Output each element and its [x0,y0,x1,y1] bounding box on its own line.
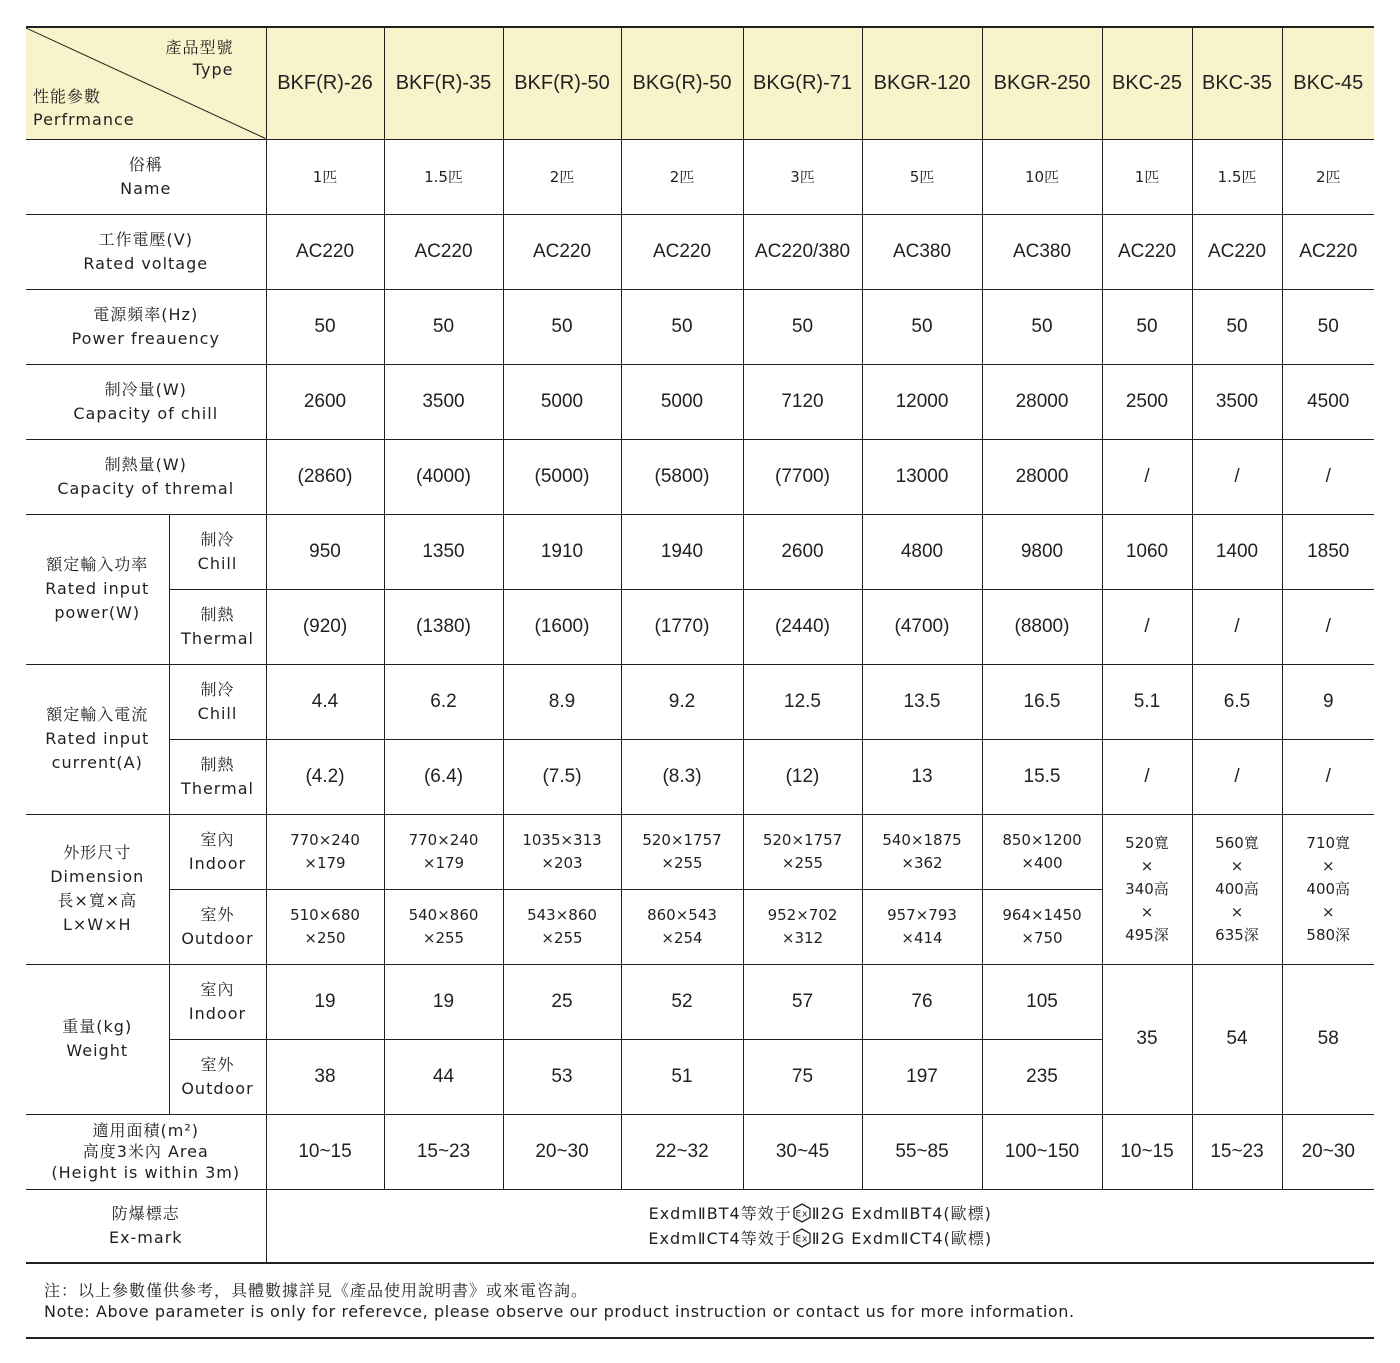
table-cell: 1.5匹 [384,139,503,214]
table-cell: 50 [384,289,503,364]
table-cell: 75 [743,1039,862,1114]
model-header: BKGR-120 [862,27,982,139]
table-cell: 57 [743,964,862,1039]
table-cell: 16.5 [982,664,1102,739]
table-cell: 50 [266,289,384,364]
table-cell: 964×1450 ×750 [982,889,1102,964]
model-header: BKF(R)-35 [384,27,503,139]
row-exmark [26,1189,1374,1263]
table-cell: 770×240 ×179 [266,814,384,889]
table-cell: (920) [266,589,384,664]
table-cell: 520×1757 ×255 [743,814,862,889]
table-cell: (8800) [982,589,1102,664]
table-cell: 2匹 [1282,139,1374,214]
table-cell: 5000 [503,364,621,439]
table-cell: 710寬 × 400高 × 580深 [1282,814,1374,964]
table-cell: AC220/380 [743,214,862,289]
table-cell: / [1282,739,1374,814]
row-label: 額定輸入功率 Rated input power(W) [26,514,169,664]
table-cell: 540×860 ×255 [384,889,503,964]
sub-label: 制熱 Thermal [169,589,266,664]
table-cell: 4.4 [266,664,384,739]
table-cell: 520×1757 ×255 [621,814,743,889]
table-cell: (5000) [503,439,621,514]
sub-label: 室內 Indoor [169,964,266,1039]
table-cell: 1060 [1102,514,1192,589]
table-cell: / [1102,739,1192,814]
table-cell: 5匹 [862,139,982,214]
table-cell: 9 [1282,664,1374,739]
ex-symbol-icon [792,1204,812,1223]
row-thermal-capacity [26,439,1374,514]
table-cell: 1400 [1192,514,1282,589]
header-row [26,27,1374,139]
table-cell: (2440) [743,589,862,664]
table-cell: 51 [621,1039,743,1114]
table-cell: AC220 [1192,214,1282,289]
table-cell: AC220 [384,214,503,289]
table-cell: / [1282,439,1374,514]
row-label: 俗稱 Name [26,139,266,214]
table-cell: 12000 [862,364,982,439]
row-label: 外形尺寸 Dimension 長×寬×高 L×W×H [26,814,169,964]
row-current-chill [26,664,1374,739]
table-cell: 3500 [384,364,503,439]
exmark-line: ExdmⅡCT4等效于 Ex Ⅱ2G ExdmⅡCT4(歐標) [648,1228,993,1248]
table-cell: 19 [384,964,503,1039]
model-header: BKF(R)-26 [266,27,384,139]
table-cell: 770×240 ×179 [384,814,503,889]
table-cell: 520寬 × 340高 × 495深 [1102,814,1192,964]
table-cell: 19 [266,964,384,1039]
row-label: 電源頻率(Hz) Power freauency [26,289,266,364]
table-cell: 50 [862,289,982,364]
table-cell: 2500 [1102,364,1192,439]
table-cell: 12.5 [743,664,862,739]
table-cell: 5000 [621,364,743,439]
footnote-english: Note: Above parameter is only for referevce, please observe our product instruction or contact us for more information. [44,1302,1075,1321]
table-cell: 15~23 [384,1114,503,1189]
table-cell: 1850 [1282,514,1374,589]
model-header: BKF(R)-50 [503,27,621,139]
row-label: 額定輸入電流 Rated input current(A) [26,664,169,814]
model-header: BKC-35 [1192,27,1282,139]
table-cell: 13.5 [862,664,982,739]
table-cell: 52 [621,964,743,1039]
table-cell: 50 [1192,289,1282,364]
model-header: BKG(R)-71 [743,27,862,139]
table-cell: (7700) [743,439,862,514]
sub-label: 室內 Indoor [169,814,266,889]
footnote-chinese: 注：以上參數僅供參考，具體數據詳見《產品使用說明書》或來電咨詢。 [44,1281,589,1300]
table-cell: 10~15 [1102,1114,1192,1189]
table-cell: AC220 [503,214,621,289]
table-cell: (12) [743,739,862,814]
table-cell: 5.1 [1102,664,1192,739]
table-cell: 540×1875 ×362 [862,814,982,889]
table-cell: 38 [266,1039,384,1114]
corner-type-label: 產品型號 Type [165,38,234,79]
table-cell: 6.5 [1192,664,1282,739]
row-voltage [26,214,1374,289]
table-cell: 9800 [982,514,1102,589]
sub-label: 制熱 Thermal [169,739,266,814]
row-label: 制熱量(W) Capacity of thremal [26,439,266,514]
table-cell: (4.2) [266,739,384,814]
table-cell: 510×680 ×250 [266,889,384,964]
table-cell: 13000 [862,439,982,514]
table-cell: 7120 [743,364,862,439]
row-label: 適用面積(m²) 高度3米內 Area (Height is within 3m) [26,1114,266,1189]
table-cell: 1.5匹 [1192,139,1282,214]
sub-label: 制冷 Chill [169,664,266,739]
row-power-thermal [26,589,1374,664]
table-cell: 9.2 [621,664,743,739]
table-cell: (6.4) [384,739,503,814]
table-cell: 3匹 [743,139,862,214]
model-header: BKC-45 [1282,27,1374,139]
row-label: 制冷量(W) Capacity of chill [26,364,266,439]
row-label: 工作電壓(V) Rated voltage [26,214,266,289]
table-cell: AC220 [1102,214,1192,289]
table-cell: 560寬 × 400高 × 635深 [1192,814,1282,964]
table-cell: 50 [982,289,1102,364]
table-cell: 4800 [862,514,982,589]
row-label: 防爆標志 Ex-mark [26,1189,266,1263]
table-cell: 15.5 [982,739,1102,814]
table-cell: 15~23 [1192,1114,1282,1189]
table-cell: 950 [266,514,384,589]
row-area [26,1114,1374,1189]
table-cell: 952×702 ×312 [743,889,862,964]
table-cell: 1910 [503,514,621,589]
table-cell: 1匹 [1102,139,1192,214]
table-cell: / [1102,589,1192,664]
row-chill-capacity [26,364,1374,439]
table-cell: 850×1200 ×400 [982,814,1102,889]
svg-text:Ex: Ex [795,1234,809,1245]
table-cell: 1350 [384,514,503,589]
row-label: 重量(kg) Weight [26,964,169,1114]
table-cell: 54 [1192,964,1282,1114]
ex-symbol-icon [792,1229,812,1248]
table-cell: (1380) [384,589,503,664]
table-cell: 3500 [1192,364,1282,439]
model-header: BKGR-250 [982,27,1102,139]
table-cell: 30~45 [743,1114,862,1189]
table-cell: 1940 [621,514,743,589]
table-cell: 25 [503,964,621,1039]
exmark-line: ExdmⅡBT4等效于 Ex Ⅱ2G ExdmⅡBT4(歐標) [648,1203,992,1223]
table-cell: 50 [1102,289,1192,364]
row-name [26,139,1374,214]
table-cell: 2600 [266,364,384,439]
table-cell: 10~15 [266,1114,384,1189]
table-cell: 8.9 [503,664,621,739]
table-cell: / [1192,739,1282,814]
table-cell: 1匹 [266,139,384,214]
bottom-rule [26,1337,1374,1339]
table-cell: (7.5) [503,739,621,814]
table-cell: (8.3) [621,739,743,814]
table-cell: / [1192,439,1282,514]
corner-performance-label: 性能參數 Perfrmance [33,86,135,129]
table-cell: 28000 [982,364,1102,439]
model-header: BKG(R)-50 [621,27,743,139]
corner-cell [26,27,266,139]
table-cell: AC380 [982,214,1102,289]
table-cell: 6.2 [384,664,503,739]
table-cell: 4500 [1282,364,1374,439]
table-cell: (5800) [621,439,743,514]
table-cell: AC220 [266,214,384,289]
model-header: BKC-25 [1102,27,1192,139]
table-cell: 197 [862,1039,982,1114]
table-cell: 543×860 ×255 [503,889,621,964]
table-cell: 28000 [982,439,1102,514]
table-cell: 105 [982,964,1102,1039]
table-cell: 10匹 [982,139,1102,214]
table-cell: 50 [1282,289,1374,364]
table-cell: AC220 [1282,214,1374,289]
table-cell: AC220 [621,214,743,289]
table-cell: 35 [1102,964,1192,1114]
table-cell: (4000) [384,439,503,514]
table-cell: 20~30 [1282,1114,1374,1189]
sub-label: 室外 Outdoor [169,889,266,964]
table-cell: 44 [384,1039,503,1114]
row-current-thermal [26,739,1374,814]
table-cell: 58 [1282,964,1374,1114]
table-cell: 20~30 [503,1114,621,1189]
table-cell: (1600) [503,589,621,664]
table-cell: AC380 [862,214,982,289]
table-cell: 860×543 ×254 [621,889,743,964]
table-cell: 76 [862,964,982,1039]
table-cell: 50 [503,289,621,364]
table-cell: 50 [743,289,862,364]
svg-text:Ex: Ex [795,1209,809,1220]
table-cell: 55~85 [862,1114,982,1189]
table-cell: (2860) [266,439,384,514]
exmark-cell [266,1189,1374,1263]
table-cell: 100~150 [982,1114,1102,1189]
table-cell: 2匹 [621,139,743,214]
table-cell: (4700) [862,589,982,664]
row-frequency [26,289,1374,364]
table-cell: 53 [503,1039,621,1114]
table-cell: / [1192,589,1282,664]
table-cell: 13 [862,739,982,814]
table-cell: 957×793 ×414 [862,889,982,964]
row-weight-indoor [26,964,1374,1039]
table-cell: / [1102,439,1192,514]
table-cell: / [1282,589,1374,664]
table-cell: (1770) [621,589,743,664]
table-cell: 2匹 [503,139,621,214]
row-power-chill [26,514,1374,589]
table-cell: 2600 [743,514,862,589]
sub-label: 室外 Outdoor [169,1039,266,1114]
sub-label: 制冷 Chill [169,514,266,589]
row-dimension-indoor [26,814,1374,889]
table-cell: 22~32 [621,1114,743,1189]
table-cell: 235 [982,1039,1102,1114]
table-cell: 50 [621,289,743,364]
spec-table [26,26,1374,1264]
table-cell: 1035×313 ×203 [503,814,621,889]
